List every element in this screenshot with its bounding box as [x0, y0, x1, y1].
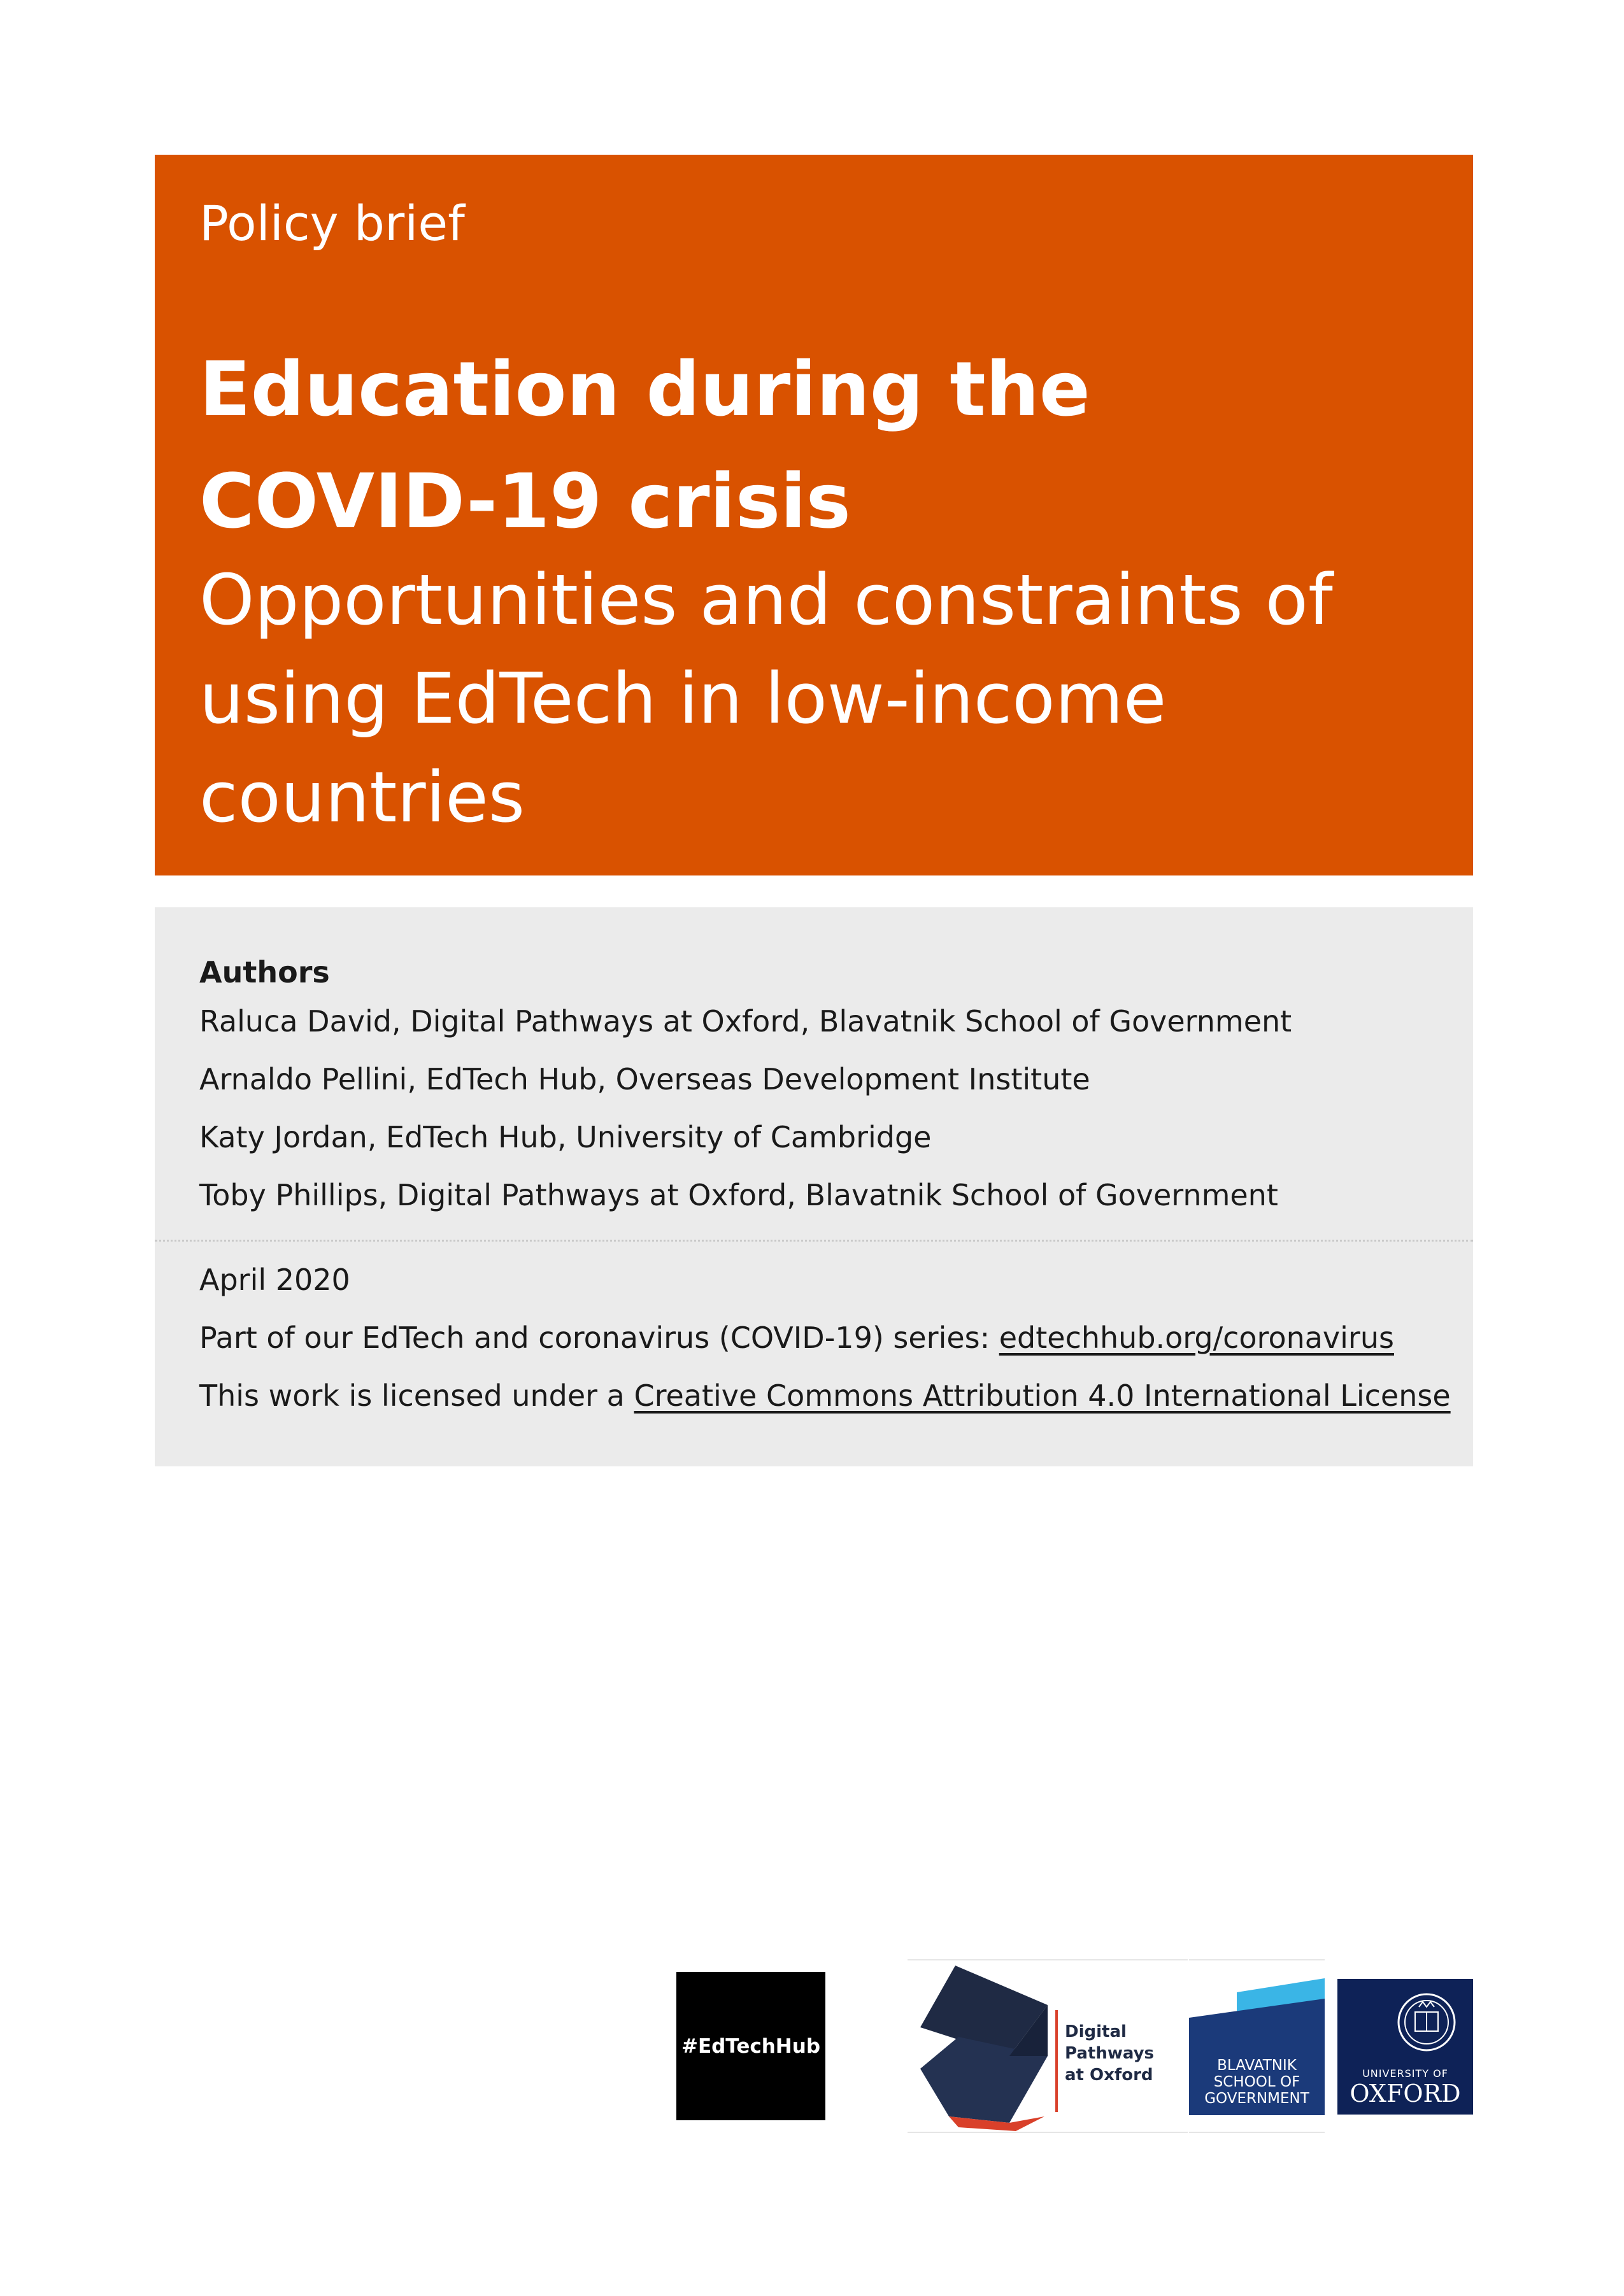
wordmark-line: GOVERNMENT	[1204, 2090, 1309, 2107]
section-divider	[155, 1240, 1473, 1242]
oxford-logo	[1337, 1979, 1473, 2115]
oxford-crest-icon	[1337, 1979, 1473, 2068]
wordmark-line: BLAVATNIK	[1217, 2057, 1297, 2074]
author-line: Raluca David, Digital Pathways at Oxford, Blavatnik School of Government	[199, 1004, 1292, 1038]
digital-pathways-logo	[908, 1959, 1188, 2133]
subtitle-line: Opportunities and constraints of	[199, 559, 1333, 641]
wordmark-line: Digital	[1065, 2022, 1127, 2041]
title-line: Education during the	[199, 345, 1090, 433]
subtitle-line: using EdTech in low-income	[199, 658, 1167, 739]
document-title	[199, 333, 1090, 557]
license-line	[199, 1378, 1451, 1413]
series-link[interactable]: edtechhub.org/coronavirus	[999, 1321, 1394, 1355]
wordmark-line: Pathways	[1065, 2044, 1155, 2063]
wordmark-line: at Oxford	[1065, 2066, 1153, 2085]
digital-pathways-accent-bar	[1055, 2010, 1058, 2112]
title-line: COVID-19 crisis	[199, 457, 851, 545]
series-prefix: Part of our EdTech and coronavirus (COVID-19) series:	[199, 1321, 999, 1355]
authors-heading: Authors	[199, 955, 330, 989]
author-line: Arnaldo Pellini, EdTech Hub, Overseas Development Institute	[199, 1062, 1090, 1096]
oxford-university-of: UNIVERSITY OF	[1362, 2067, 1448, 2080]
blavatnik-mark-icon	[1189, 1960, 1325, 2134]
subtitle-line: countries	[199, 756, 525, 838]
author-line: Toby Phillips, Digital Pathways at Oxford, Blavatnik School of Government	[199, 1178, 1278, 1212]
cover-banner	[155, 155, 1473, 875]
series-line	[199, 1321, 1394, 1355]
digital-pathways-mark-icon	[908, 1960, 1060, 2132]
oxford-wordmark: OXFORD	[1350, 2080, 1461, 2108]
edtechhub-logo	[676, 1972, 825, 2120]
blavatnik-logo	[1189, 1959, 1325, 2133]
document-subtitle	[199, 551, 1441, 847]
publication-date: April 2020	[199, 1263, 350, 1297]
authors-panel	[155, 907, 1473, 1466]
edtechhub-logo-text: #EdTechHub	[681, 2034, 821, 2058]
license-link[interactable]: Creative Commons Attribution 4.0 International License	[634, 1378, 1451, 1413]
blavatnik-wordmark	[1189, 2057, 1325, 2107]
license-prefix: This work is licensed under a	[199, 1378, 634, 1413]
digital-pathways-wordmark	[1065, 2021, 1154, 2086]
author-line: Katy Jordan, EdTech Hub, University of Cambridge	[199, 1120, 932, 1154]
document-type-label: Policy brief	[199, 195, 465, 252]
wordmark-line: SCHOOL OF	[1213, 2074, 1300, 2090]
